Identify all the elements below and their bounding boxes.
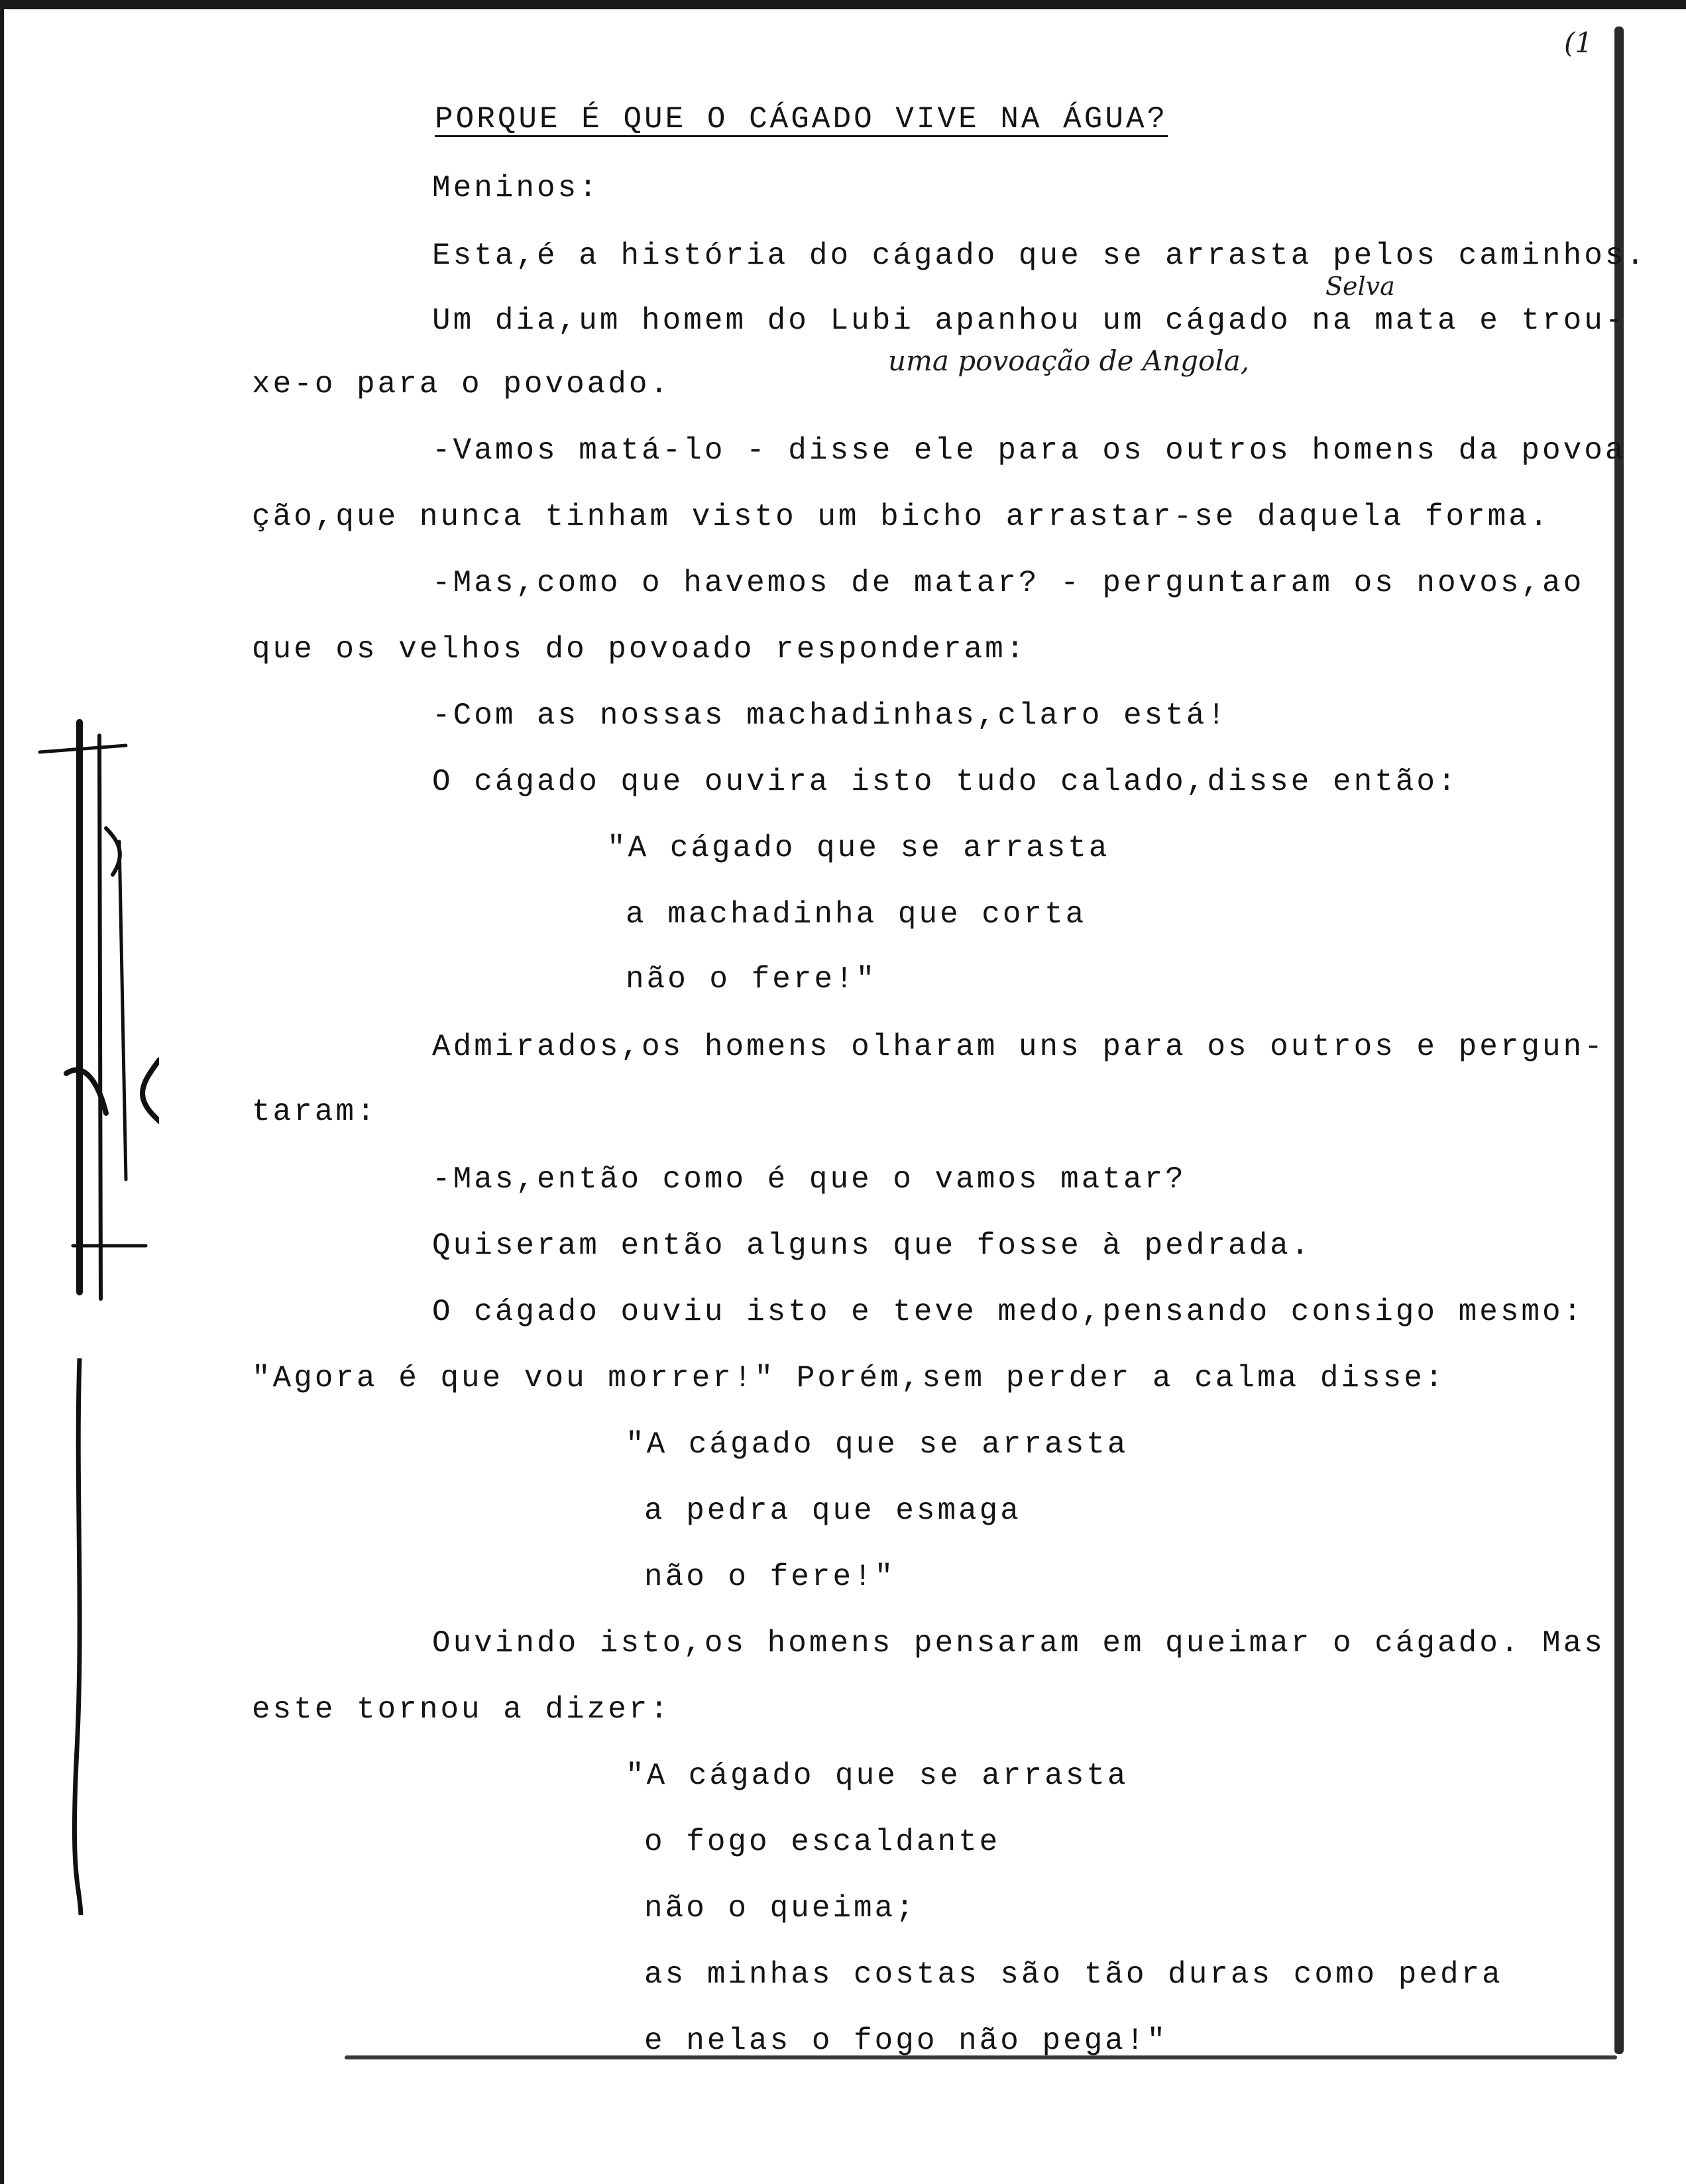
verse-line: não o queima;: [644, 1891, 917, 1926]
text-line: Admirados,os homens olharam uns para os outros e pergun-: [432, 1030, 1605, 1064]
verse-line: "A cágado que se arrasta: [626, 1427, 1129, 1462]
verse-line: "A cágado que se arrasta: [607, 831, 1110, 865]
text-line: ção,que nunca tinham visto um bicho arrastar-se daquela forma.: [252, 500, 1551, 534]
handwritten-annotation-selva: Selva: [1325, 272, 1395, 301]
verse-line: as minhas costas são tão duras como pedra: [644, 1957, 1503, 1992]
verse-line: não o fere!": [644, 1560, 896, 1594]
verse-line: o fogo escaldante: [644, 1825, 1001, 1859]
text-line: Esta,é a história do cágado que se arrasta pelos caminhos.: [432, 239, 1648, 273]
text-line: -Mas,então como é que o vamos matar?: [432, 1162, 1186, 1197]
scan-edge-top: [0, 0, 1686, 9]
verse-line: "A cágado que se arrasta: [626, 1759, 1129, 1793]
verse-line: e nelas o fogo não pega!": [644, 2024, 1168, 2058]
verse-line: não o fere!": [626, 962, 877, 997]
margin-vertical-line-icon: [60, 1352, 99, 1922]
text-line: -Com as nossas machadinhas,claro está!: [432, 698, 1228, 733]
verse-line: a machadinha que corta: [626, 897, 1087, 932]
verse-line: a pedra que esmaga: [644, 1494, 1021, 1528]
text-line: este tornou a dizer:: [252, 1692, 671, 1727]
text-line: -Mas,como o havemos de matar? - perguntaram os novos,ao: [432, 566, 1585, 600]
text-line: O cágado que ouvira isto tudo calado,disse então:: [432, 765, 1459, 799]
text-line: taram:: [252, 1095, 378, 1129]
handwritten-annotation-povoacao: uma povoação de Angola,: [888, 345, 1250, 377]
text-line: que os velhos do povoado responderam:: [252, 632, 1027, 667]
text-line: Ouvindo isto,os homens pensaram em queimar o cágado. Mas: [432, 1626, 1605, 1661]
scan-edge-left: [0, 0, 4, 2184]
text-line: Meninos:: [432, 171, 600, 205]
text-line: Quiseram então alguns que fosse à pedrada.: [432, 1228, 1312, 1263]
text-line: Um dia,um homem do Lubi apanhou um cágado na mata e trou-: [432, 303, 1626, 338]
page-number-mark: (1: [1564, 27, 1593, 59]
text-line: O cágado ouviu isto e teve medo,pensando consigo mesmo:: [432, 1295, 1585, 1329]
text-line: "Agora é que vou morrer!" Porém,sem perder a calma disse:: [252, 1361, 1446, 1395]
margin-sketch-icon: [27, 716, 159, 1312]
text-line: xe-o para o povoado.: [252, 367, 671, 402]
page-title: PORQUE É QUE O CÁGADO VIVE NA ÁGUA?: [435, 102, 1168, 136]
text-line: -Vamos matá-lo - disse ele para os outros homens da povoa: [432, 433, 1626, 468]
